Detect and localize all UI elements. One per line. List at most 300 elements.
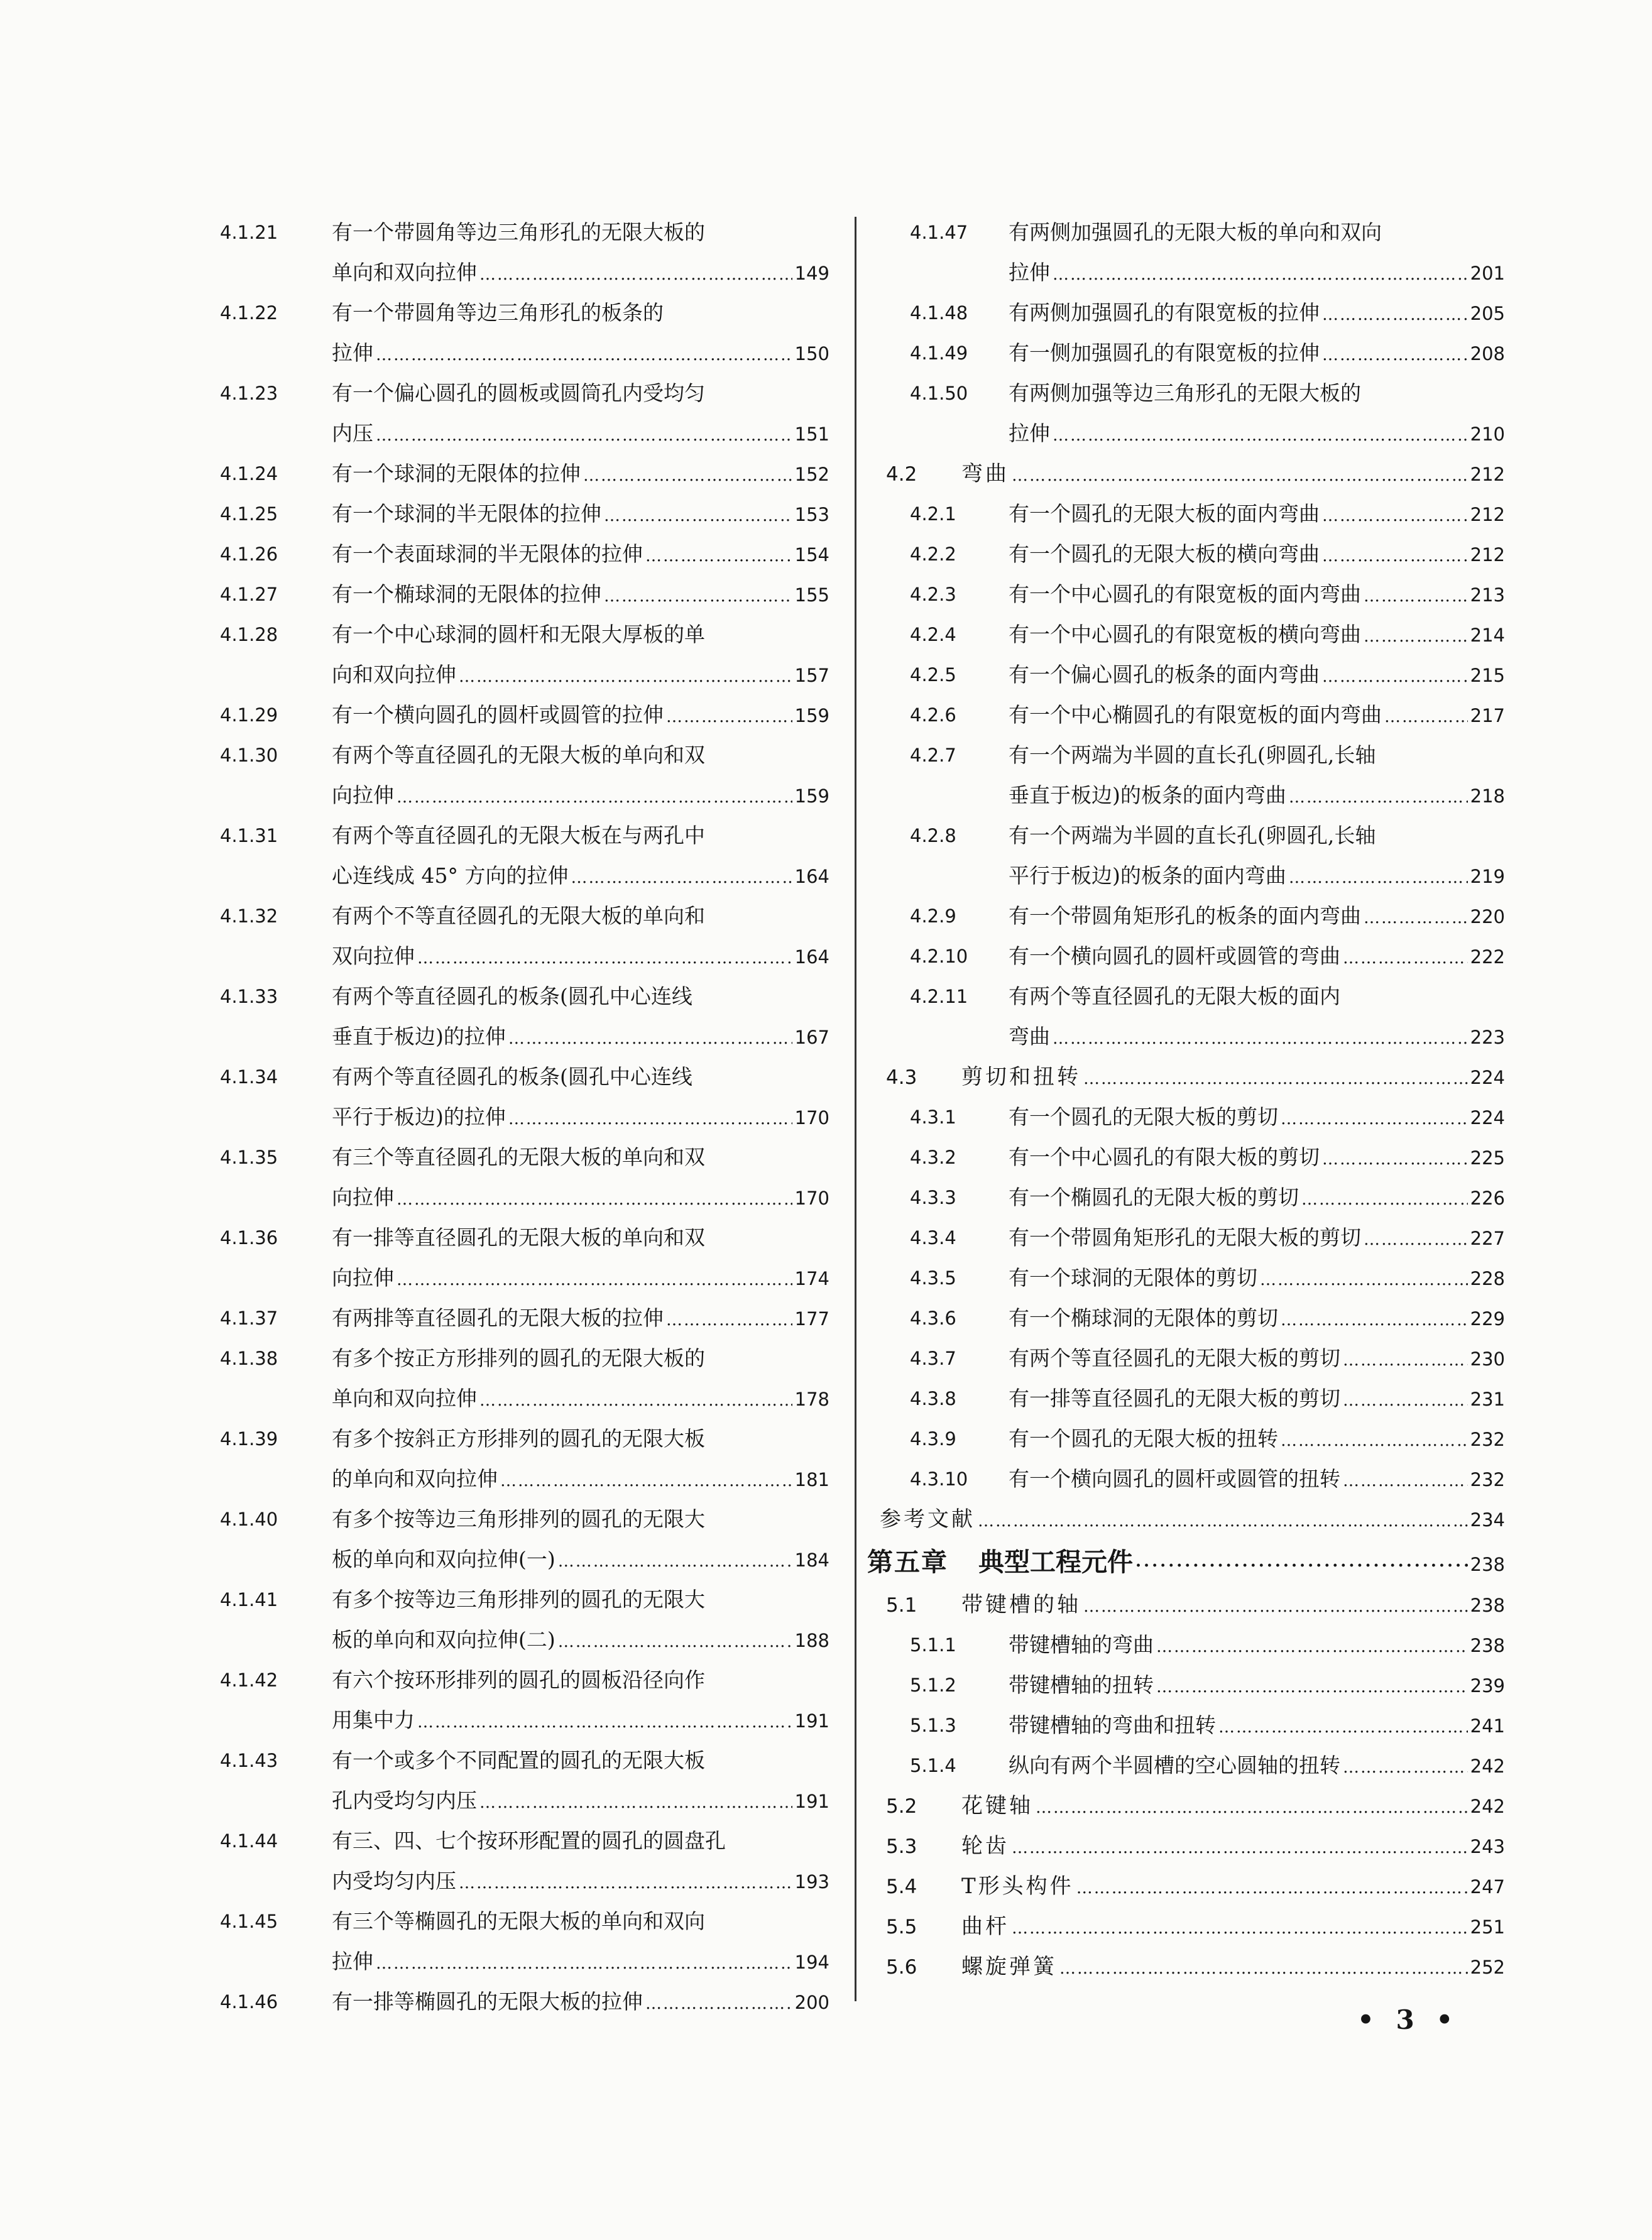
toc-entry	[214, 1499, 829, 1580]
page-number: • 3 •	[1357, 2004, 1460, 2035]
dot-leader	[376, 415, 792, 456]
entry-number: 4.1.43	[220, 1750, 278, 1771]
entry-title-line: 向和双向拉伸	[332, 662, 456, 687]
entry-line	[332, 735, 829, 775]
toc-entry	[880, 534, 1505, 574]
dot-leader	[1289, 858, 1468, 898]
toc-entry	[880, 1338, 1505, 1379]
entry-title-line: 有一个椭圆孔的无限大板的剪切	[1009, 1185, 1299, 1210]
entry-line	[332, 816, 829, 856]
dot-leader	[1289, 777, 1468, 817]
dot-leader	[1364, 576, 1468, 616]
toc-section	[880, 1585, 1505, 1625]
entry-line	[332, 253, 829, 293]
references-page: 234	[1470, 1509, 1505, 1531]
entry-title-line: 有三、四、七个按环形配置的圆孔的圆盘孔	[332, 1828, 726, 1853]
toc-entry	[214, 1298, 829, 1338]
entry-number: 5.1.2	[910, 1675, 956, 1696]
entry-line	[1009, 373, 1505, 413]
dot-leader	[508, 1099, 792, 1139]
entry-title-line: 内受均匀内压	[332, 1869, 456, 1893]
entry-page: 177	[794, 1308, 829, 1330]
entry-line	[332, 1740, 829, 1781]
dot-leader	[1301, 1179, 1468, 1220]
section-page: 238	[1470, 1595, 1505, 1616]
entry-page: 164	[794, 946, 829, 968]
entry-number: 4.1.45	[220, 1911, 278, 1932]
entry-line	[332, 212, 829, 253]
entry-page: 238	[1470, 1635, 1505, 1656]
entry-text	[1009, 735, 1505, 816]
entry-line	[332, 896, 829, 936]
entry-line	[332, 413, 829, 454]
section-page: 243	[1470, 1836, 1505, 1857]
entry-line	[1009, 1298, 1505, 1338]
entry-title-line: 有两排等直径圆孔的无限大板的拉伸	[332, 1306, 664, 1330]
toc-entry	[214, 695, 829, 735]
toc-entry	[880, 1379, 1505, 1419]
toc-entry	[880, 936, 1505, 976]
entry-text	[1009, 1218, 1505, 1258]
entry-line	[1009, 735, 1505, 775]
entry-number: 4.1.44	[220, 1830, 278, 1852]
toc-right-column	[867, 212, 1505, 1987]
entry-line	[1009, 1017, 1505, 1057]
entry-text	[332, 976, 829, 1057]
entry-number: 4.3.2	[910, 1147, 956, 1168]
toc-entry	[880, 574, 1505, 615]
entry-page: 231	[1470, 1389, 1505, 1410]
entry-text	[1009, 212, 1505, 293]
entry-line	[332, 1781, 829, 1821]
dot-leader	[1364, 616, 1468, 657]
entry-title-line: 拉伸	[332, 341, 373, 365]
entry-text	[1009, 655, 1505, 695]
entry-text	[332, 1982, 829, 2022]
entry-line	[1009, 1665, 1505, 1705]
entry-title-line: 向拉伸	[332, 1265, 394, 1290]
toc-entry	[214, 735, 829, 816]
entry-title-line: 有一个中心圆孔的有限大板的剪切	[1009, 1145, 1320, 1169]
entry-title-line: 带键槽轴的扭转	[1009, 1673, 1154, 1697]
entry-number: 4.3.6	[910, 1308, 956, 1329]
dot-leader	[1012, 1828, 1468, 1868]
entry-text	[332, 896, 829, 976]
toc-entry	[880, 1459, 1505, 1499]
entry-text	[1009, 1665, 1505, 1705]
section-title: 螺旋弹簧	[961, 1954, 1057, 1979]
entry-number: 5.1.1	[910, 1634, 956, 1656]
entry-text	[332, 695, 829, 735]
entry-title-line: 的单向和双向拉伸	[332, 1467, 498, 1491]
entry-number: 4.1.26	[220, 544, 278, 565]
dot-leader	[1343, 1747, 1468, 1788]
entry-line	[332, 454, 829, 494]
entry-title-line: 有一个圆孔的无限大板的剪切	[1009, 1105, 1278, 1129]
section-title: 轮齿	[961, 1833, 1009, 1859]
dot-leader	[1036, 1788, 1468, 1828]
entry-page: 214	[1470, 625, 1505, 646]
entry-title-line: 有一个圆孔的无限大板的横向弯曲	[1009, 542, 1320, 566]
entry-page: 227	[1470, 1228, 1505, 1249]
toc-entry	[214, 534, 829, 574]
entry-title-line: 有两侧加强圆孔的无限大板的单向和双向	[1009, 220, 1382, 244]
entry-line	[332, 1700, 829, 1740]
entry-number: 4.1.34	[220, 1066, 278, 1088]
dot-leader	[1343, 938, 1468, 978]
entry-title-line: 有一个中心球洞的圆杆和无限大厚板的单	[332, 622, 705, 647]
entry-line	[332, 1218, 829, 1258]
toc-entry	[880, 1625, 1505, 1665]
dot-leader	[508, 1019, 792, 1059]
entry-number: 4.2.2	[910, 544, 956, 565]
toc-references	[880, 1499, 1505, 1539]
toc-entry	[214, 1137, 829, 1218]
entry-page: 181	[794, 1469, 829, 1490]
toc-section	[880, 454, 1505, 494]
toc-entry	[880, 976, 1505, 1057]
entry-number: 4.1.47	[910, 222, 968, 243]
entry-text	[332, 293, 829, 373]
entry-title-line: 向拉伸	[332, 1185, 394, 1210]
toc-entry	[214, 1338, 829, 1419]
entry-number: 4.1.40	[220, 1509, 278, 1530]
entry-line	[332, 293, 829, 333]
toc-chapter	[867, 1539, 1505, 1585]
entry-title-line: 有两个等直径圆孔的无限大板的单向和双	[332, 743, 705, 767]
entry-text	[332, 212, 829, 293]
entry-text	[332, 615, 829, 695]
entry-number: 4.3.10	[910, 1468, 968, 1490]
entry-page: 151	[794, 423, 829, 445]
dot-leader	[1281, 1421, 1468, 1461]
toc-entry	[880, 735, 1505, 816]
dot-leader	[645, 536, 792, 576]
entry-text	[1009, 1137, 1505, 1177]
toc-entry	[880, 1218, 1505, 1258]
entry-title-line: 孔内受均匀内压	[332, 1788, 477, 1813]
dot-leader	[397, 1260, 792, 1300]
dot-leader	[376, 335, 792, 375]
entry-title-line: 有一个两端为半圆的直长孔(卵圆孔,长轴	[1009, 823, 1376, 848]
entry-number: 4.1.48	[910, 302, 968, 324]
entry-text	[332, 1338, 829, 1419]
toc-entry	[880, 615, 1505, 655]
entry-page: 193	[794, 1871, 829, 1893]
toc-entry	[214, 212, 829, 293]
entry-title-line: 有多个按正方形排列的圆孔的无限大板的	[332, 1346, 705, 1370]
entry-line	[332, 534, 829, 574]
dot-leader	[1053, 254, 1468, 295]
entry-title-line: 拉伸	[1009, 260, 1050, 285]
toc-section	[880, 1866, 1505, 1906]
toc-section	[880, 1947, 1505, 1987]
toc-entry	[880, 1258, 1505, 1298]
dot-leader	[1364, 1220, 1468, 1260]
entry-title-line: 有一排等椭圆孔的无限大板的拉伸	[332, 1989, 643, 2014]
entry-text	[332, 534, 829, 574]
section-number: 5.4	[886, 1876, 917, 1898]
dot-leader	[1322, 1139, 1468, 1179]
section-page: 247	[1470, 1876, 1505, 1898]
entry-number: 4.1.35	[220, 1147, 278, 1168]
entry-text	[332, 1821, 829, 1901]
toc-entry	[880, 373, 1505, 454]
entry-title-line: 有一个横向圆孔的圆杆或圆管的弯曲	[1009, 944, 1340, 968]
entry-number: 4.2.9	[910, 905, 956, 927]
entry-line	[332, 1942, 829, 1982]
section-page: 212	[1470, 464, 1505, 485]
entry-page: 242	[1470, 1756, 1505, 1777]
entry-text	[1009, 534, 1505, 574]
dot-leader	[397, 1179, 792, 1220]
entry-page: 159	[794, 785, 829, 807]
entry-page: 224	[1470, 1107, 1505, 1128]
dot-leader	[417, 1702, 792, 1742]
entry-number: 4.1.39	[220, 1428, 278, 1450]
dot-leader	[1364, 898, 1468, 938]
entry-text	[1009, 1746, 1505, 1786]
dot-leader	[1322, 536, 1468, 576]
dot-leader	[479, 1783, 792, 1823]
entry-line	[332, 1177, 829, 1218]
section-title: 花键轴	[961, 1793, 1033, 1818]
entry-page: 220	[1470, 906, 1505, 927]
dot-leader	[583, 456, 792, 496]
entry-text	[332, 1137, 829, 1218]
entry-title-line: 垂直于板边)的板条的面内弯曲	[1009, 783, 1286, 807]
entry-page: 225	[1470, 1147, 1505, 1169]
entry-text	[1009, 1298, 1505, 1338]
toc-entry	[880, 1705, 1505, 1746]
dot-leader	[558, 1622, 792, 1662]
dot-leader	[1322, 335, 1468, 375]
entry-title-line: 向拉伸	[332, 783, 394, 807]
entry-line	[1009, 1258, 1505, 1298]
entry-title-line: 带键槽轴的弯曲	[1009, 1632, 1154, 1657]
entry-line	[1009, 896, 1505, 936]
entry-text	[1009, 574, 1505, 615]
entry-line	[1009, 253, 1505, 293]
entry-page: 215	[1470, 665, 1505, 686]
section-title: 弯曲	[961, 461, 1009, 486]
entry-number: 4.3.1	[910, 1106, 956, 1128]
entry-text	[332, 1499, 829, 1580]
toc-entry	[880, 1177, 1505, 1218]
toc-entry	[214, 1660, 829, 1740]
entry-page: 201	[1470, 263, 1505, 284]
toc-entry	[214, 1982, 829, 2022]
entry-title-line: 弯曲	[1009, 1024, 1050, 1049]
entry-page: 212	[1470, 504, 1505, 525]
entry-page: 208	[1470, 343, 1505, 364]
entry-number: 5.1.3	[910, 1715, 956, 1736]
entry-page: 159	[794, 705, 829, 726]
toc-entry	[214, 293, 829, 373]
toc-entry	[214, 574, 829, 615]
entry-line	[332, 574, 829, 615]
toc-entry	[214, 373, 829, 454]
entry-number: 4.1.23	[220, 383, 278, 404]
entry-page: 232	[1470, 1429, 1505, 1450]
entry-title-line: 有一个横向圆孔的圆杆或圆管的拉伸	[332, 702, 664, 727]
dot-leader	[1343, 1380, 1468, 1421]
entry-line	[332, 1298, 829, 1338]
entry-page: 241	[1470, 1715, 1505, 1737]
entry-title-line: 有一个带圆角矩形孔的板条的面内弯曲	[1009, 904, 1361, 928]
dot-leader	[459, 1863, 792, 1903]
entry-number: 5.1.4	[910, 1755, 956, 1776]
dot-leader	[666, 1300, 792, 1340]
toc-entry	[880, 1298, 1505, 1338]
entry-line	[1009, 936, 1505, 976]
entry-line	[332, 1137, 829, 1177]
entry-text	[1009, 333, 1505, 373]
toc-section	[880, 1057, 1505, 1097]
entry-page: 178	[794, 1389, 829, 1410]
entry-line	[1009, 1177, 1505, 1218]
entry-title-line: 有两侧加强等边三角形孔的无限大板的	[1009, 381, 1361, 405]
dot-leader	[1281, 1099, 1468, 1139]
toc-entry	[880, 1137, 1505, 1177]
toc-entry	[880, 1665, 1505, 1705]
entry-text	[332, 735, 829, 816]
entry-page: 239	[1470, 1675, 1505, 1696]
dot-leader	[1343, 1340, 1468, 1380]
entry-line	[1009, 1218, 1505, 1258]
entry-line	[332, 1499, 829, 1539]
section-title: 曲杆	[961, 1914, 1009, 1939]
entry-title-line: 有一个表面球洞的半无限体的拉伸	[332, 542, 643, 566]
entry-number: 4.2.11	[910, 986, 968, 1007]
entry-title-line: 有一侧加强圆孔的有限宽板的拉伸	[1009, 341, 1320, 365]
entry-title-line: 有两个等直径圆孔的板条(圆孔中心连线	[332, 1064, 692, 1089]
section-page: 242	[1470, 1796, 1505, 1817]
entry-number: 4.1.41	[220, 1589, 278, 1610]
entry-page: 213	[1470, 584, 1505, 606]
toc-entry	[214, 1821, 829, 1901]
entry-text	[1009, 936, 1505, 976]
section-number: 5.5	[886, 1916, 917, 1938]
toc-section	[880, 1906, 1505, 1947]
entry-page: 188	[794, 1630, 829, 1651]
entry-number: 4.1.29	[220, 704, 278, 726]
section-page: 224	[1470, 1067, 1505, 1088]
entry-page: 229	[1470, 1308, 1505, 1330]
entry-line	[332, 333, 829, 373]
toc-entry	[214, 454, 829, 494]
entry-number: 4.1.38	[220, 1348, 278, 1369]
entry-line	[332, 1901, 829, 1942]
entry-title-line: 有两个不等直径圆孔的无限大板的单向和	[332, 904, 705, 928]
entry-title-line: 平行于板边)的板条的面内弯曲	[1009, 863, 1286, 888]
entry-page: 212	[1470, 544, 1505, 565]
toc-entry	[880, 655, 1505, 695]
entry-text	[332, 574, 829, 615]
entry-line	[332, 1338, 829, 1379]
dot-leader	[1083, 1587, 1468, 1627]
entry-title-line: 有一个带圆角矩形孔的无限大板的剪切	[1009, 1225, 1361, 1250]
entry-text	[332, 494, 829, 534]
entry-page: 194	[794, 1952, 829, 1973]
entry-page: 170	[794, 1188, 829, 1209]
entry-line	[1009, 1097, 1505, 1137]
entry-page: 219	[1470, 866, 1505, 887]
entry-line	[332, 1459, 829, 1499]
entry-title-line: 有两个等直径圆孔的无限大板的面内	[1009, 984, 1340, 1008]
entry-line	[1009, 775, 1505, 816]
toc-entry	[214, 896, 829, 976]
entry-text	[1009, 1258, 1505, 1298]
entry-page: 149	[794, 263, 829, 284]
entry-text	[332, 1580, 829, 1660]
chapter-number: 第五章	[867, 1547, 948, 1577]
entry-title-line: 有一个圆孔的无限大板的面内弯曲	[1009, 501, 1320, 526]
dot-leader	[604, 576, 792, 616]
entry-title-line: 拉伸	[1009, 421, 1050, 445]
entry-number: 4.1.27	[220, 584, 278, 605]
section-title: T形头构件	[961, 1874, 1074, 1899]
entry-number: 4.2.10	[910, 946, 968, 967]
entry-title-line: 双向拉伸	[332, 944, 415, 968]
entry-title-line: 有一个球洞的半无限体的拉伸	[332, 501, 601, 526]
entry-line	[332, 856, 829, 896]
entry-page: 226	[1470, 1188, 1505, 1209]
entry-page: 217	[1470, 705, 1505, 726]
entry-line	[332, 1057, 829, 1097]
entry-page: 191	[794, 1710, 829, 1732]
entry-line	[332, 1017, 829, 1057]
toc-section	[880, 1786, 1505, 1826]
entry-line	[332, 1539, 829, 1580]
entry-text	[1009, 976, 1505, 1057]
entry-title-line: 用集中力	[332, 1708, 415, 1732]
entry-title-line: 有两侧加强圆孔的有限宽板的拉伸	[1009, 300, 1320, 325]
entry-text	[1009, 1379, 1505, 1419]
entry-line	[1009, 655, 1505, 695]
toc-entry	[880, 896, 1505, 936]
entry-title-line: 有六个按环形排列的圆孔的圆板沿径向作	[332, 1668, 705, 1692]
entry-line	[1009, 574, 1505, 615]
entry-line	[1009, 1338, 1505, 1379]
entry-number: 4.1.31	[220, 825, 278, 846]
entry-number: 4.1.36	[220, 1227, 278, 1248]
entry-title-line: 带键槽轴的弯曲和扭转	[1009, 1713, 1216, 1737]
chapter-title: 典型工程元件	[978, 1547, 1133, 1577]
toc-entry	[880, 1419, 1505, 1459]
entry-text	[1009, 373, 1505, 454]
entry-line	[1009, 494, 1505, 534]
entry-line	[332, 1097, 829, 1137]
entry-text	[332, 1218, 829, 1298]
entry-line	[1009, 1746, 1505, 1786]
entry-number: 4.3.3	[910, 1187, 956, 1208]
entry-title-line: 有两个等直径圆孔的无限大板的剪切	[1009, 1346, 1340, 1370]
entry-number: 4.2.8	[910, 825, 956, 846]
entry-line	[1009, 695, 1505, 735]
entry-line	[332, 976, 829, 1017]
entry-title-line: 有一个带圆角等边三角形孔的板条的	[332, 300, 664, 325]
entry-line	[1009, 534, 1505, 574]
toc-entry	[214, 816, 829, 896]
entry-text	[332, 454, 829, 494]
entry-number: 4.1.37	[220, 1308, 278, 1329]
entry-page: 170	[794, 1107, 829, 1128]
entry-title-line: 有一排等直径圆孔的无限大板的单向和双	[332, 1225, 705, 1250]
entry-text	[332, 1901, 829, 1982]
dot-leader	[558, 1541, 792, 1582]
entry-title-line: 有一个横向圆孔的圆杆或圆管的扭转	[1009, 1467, 1340, 1491]
